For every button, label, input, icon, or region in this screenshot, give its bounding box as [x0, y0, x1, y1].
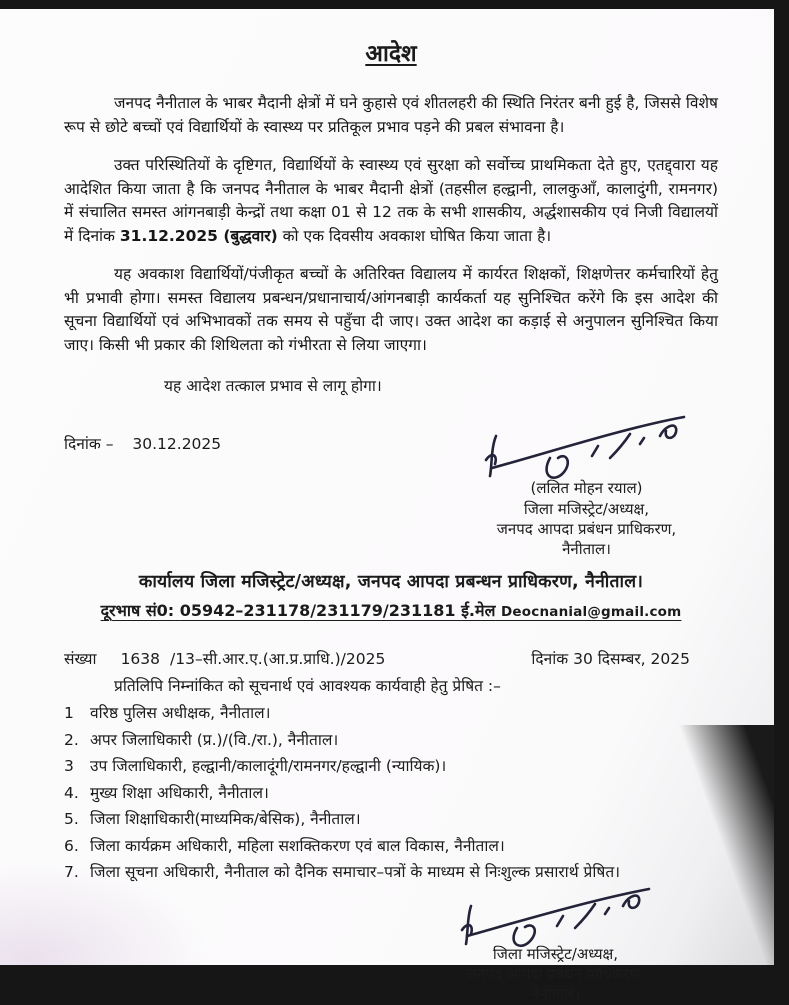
recipient-number: 4.: [64, 783, 79, 802]
email-address: Deocnanial@gmail.com: [501, 604, 682, 621]
signature-handwriting-icon: [451, 884, 661, 950]
signatory-org: जनपद आपदा प्रबंधन प्राधिकरण,: [465, 965, 646, 983]
signatory-place: नैनीताल।: [531, 985, 580, 1004]
ref-label: संख्या: [64, 650, 97, 669]
recipient-text: वरिष्ठ पुलिस अधीक्षक, नैनीताल।: [90, 704, 271, 723]
order-date-label: दिनांक –: [64, 435, 114, 454]
order-text-post: को एक दिवसीय अवकाश घोषित किया जाता है।: [277, 226, 552, 245]
paragraph-applicability: यह अवकाश विद्यार्थियों/पंजीकृत बच्चों के अतिरिक्त विद्यालय में कार्यरत शिक्षकों, शिक्षणेत्तर कर्मचारियों हेतु भी प्रभावी होगा। समस्त विद्यालय प्रबन्धन/प्रधानाचार्य/आंगनबाड़ी कार्यकर्ता यह सुनिश्चित करेंगे कि इस आदेश की सूचना विद्यार्थियों एवं अभिभावकों तक समय से पहुँचा दी जाए। उक्त आदेश का कड़ाई से अनुपालन सुनिश्चित किया जाए। किसी भी प्रकार की शिथिलता को गंभीरता से लिया जाएगा।: [64, 265, 718, 354]
phone-label: दूरभाष सं0:: [100, 601, 175, 621]
copy-forward-line: प्रतिलिपि निम्नांकित को सूचनार्थ एवं आवश्यक कार्यवाही हेतु प्रेषित :–: [114, 677, 501, 696]
reference-date: दिनांक 30 दिसम्बर, 2025: [531, 650, 690, 669]
recipient-text: अपर जिलाधिकारी (प्र.)/(वि./रा.), नैनीताल।: [90, 730, 339, 749]
ref-number: 1638: [120, 650, 161, 669]
list-item: [64, 782, 718, 804]
document-content: [0, 36, 774, 1005]
signatory-block-bottom: [423, 884, 688, 1005]
signatory-org: जनपद आपदा प्रबंधन प्राधिकरण,: [496, 519, 677, 538]
recipients-list: [64, 702, 718, 883]
list-item: [64, 755, 718, 777]
contact-underlined: [101, 601, 682, 620]
signatory-bottom-lines: [423, 944, 688, 1005]
recipient-text: मुख्य शिक्षा अधिकारी, नैनीताल।: [90, 783, 269, 802]
signatory-title: जिला मजिस्ट्रेट/अध्यक्ष,: [492, 944, 619, 963]
recipient-text: जिला सूचना अधिकारी, नैनीताल को दैनिक समाचार–पत्रों के माध्यम से निःशुल्क प्रसारार्थ प्रेषित।: [90, 863, 621, 882]
recipient-text: उप जिलाधिकारी, हल्द्वानी/कालादूंगी/रामनगर/हल्द्वानी (न्यायिक)।: [90, 757, 447, 776]
signature-handwriting-icon: [474, 410, 699, 484]
list-item: [64, 861, 718, 883]
list-item: [64, 729, 718, 751]
paragraph-weather-situation: जनपद नैनीताल के भाबर मैदानी क्षेत्रों में घने कुहासे एवं शीतलहरी की स्थिति निरंतर बनी हुई है, जिससे विशेष रूप से छोटे बच्चों एवं विद्यार्थियों के स्वास्थ्य पर प्रतिकूल प्रभाव पड़ने की प्रबल संभावना है।: [64, 94, 718, 136]
office-contact-line: [64, 599, 718, 621]
reference-row: [64, 647, 718, 669]
recipient-number: 6.: [64, 836, 79, 855]
signatory-name: (ललित मोहन रयाल): [530, 479, 643, 498]
recipient-number: 1: [64, 704, 74, 723]
recipient-text: जिला शिक्षाधिकारी(माध्यमिक/बेसिक), नैनीताल।: [90, 810, 361, 829]
order-text-pre: उक्त परिस्थितियों के दृष्टिगत, विद्यार्थियों के स्वास्थ्य एवं सुरक्षा को सर्वोच्च प्राथमिकता देते हुए, एतद्द्वारा यह आदेशित किया जाता है कि जनपद नैनीताल के भाबर मैदानी क्षेत्रों (तहसील हल्द्वानी, लालकुआँ, कालादुंगी, रामनगर) में संचालित समस्त आंगनबाड़ी केन्द्रों तथा कक्षा 01 से 12 तक के सभी शासकीय, अर्द्धशासकीय एवं निजी विद्यालयों में दिनांक: [64, 156, 718, 245]
list-item: [64, 808, 718, 830]
signatory-block-top: [459, 410, 714, 559]
signatory-place: नैनीताल।: [562, 540, 611, 559]
bottom-signature-row: [64, 884, 718, 1005]
scanned-document-page: [0, 9, 774, 1004]
effective-immediately-line: यह आदेश तत्काल प्रभाव से लागू होगा।: [164, 377, 382, 396]
list-item: [64, 702, 718, 724]
signatory-top-lines: [459, 478, 714, 559]
order-date-line: [64, 410, 221, 454]
recipient-number: 5.: [64, 810, 79, 829]
holiday-date-bold: 31.12.2025 (बुद्धवार): [119, 226, 278, 245]
email-label: ई.मेल: [461, 601, 496, 621]
paragraph-holiday-order: [64, 154, 718, 248]
signatory-title: जिला मजिस्ट्रेट/अध्यक्ष,: [523, 499, 650, 518]
recipient-text: जिला कार्यक्रम अधिकारी, महिला सशक्तिकरण एवं बाल विकास, नैनीताल।: [90, 836, 505, 855]
office-header-line: कार्यालय जिला मजिस्ट्रेट/अध्यक्ष, जनपद आपदा प्रबन्धन प्राधिकरण, नैनीताल।: [138, 572, 644, 593]
date-signature-row: [64, 410, 718, 559]
document-title: [64, 36, 718, 68]
reference-number-line: [64, 647, 385, 669]
ref-suffix: /13–सी.आर.ए.(आ.प्र.प्राधि.)/2025: [170, 650, 386, 669]
recipient-number: 2.: [64, 730, 79, 749]
list-item: [64, 835, 718, 857]
document-title-text: आदेश: [365, 41, 417, 67]
phone-numbers: 05942–231178/231179/231181: [179, 601, 456, 621]
recipient-number: 3: [64, 757, 74, 776]
recipient-number: 7.: [64, 863, 79, 882]
order-date-value: 30.12.2025: [132, 435, 222, 454]
